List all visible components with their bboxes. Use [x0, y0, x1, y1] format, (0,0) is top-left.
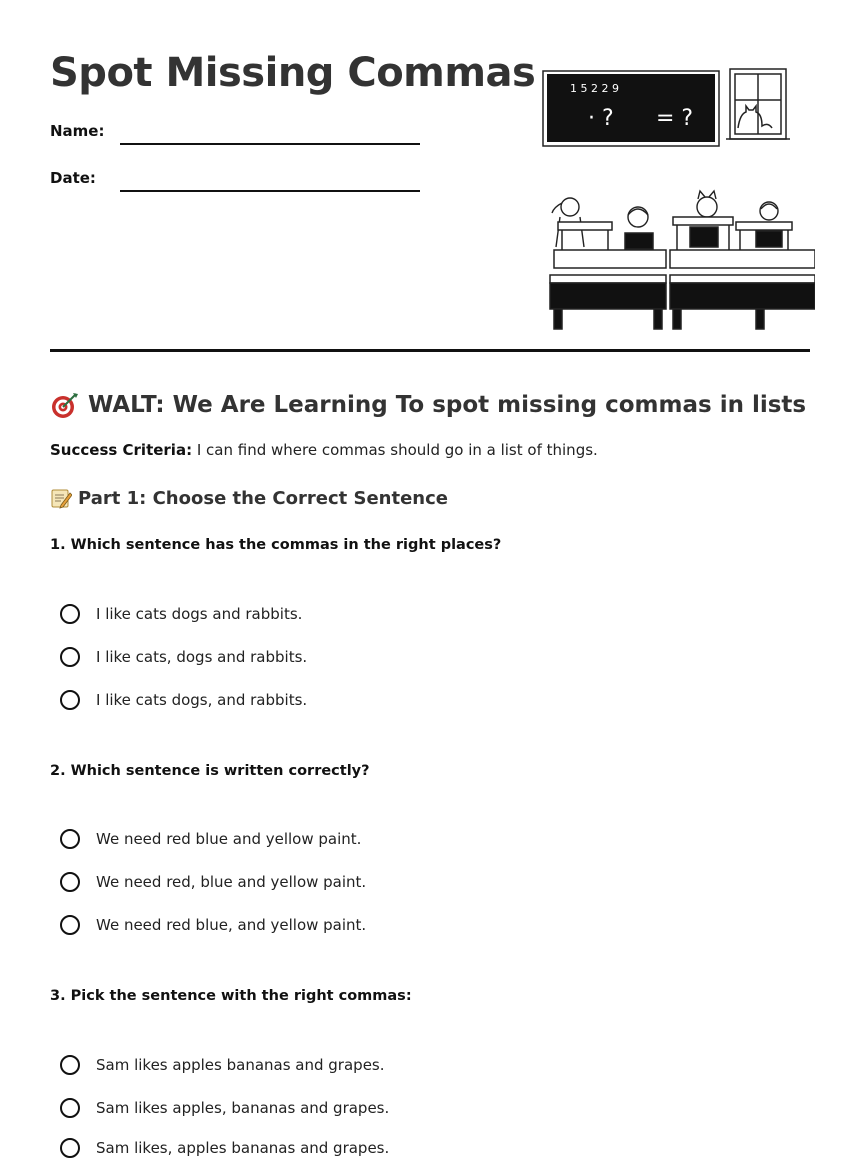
walt-heading-text: WALT: We Are Learning To spot missing commas in lists: [88, 392, 807, 418]
radio-button[interactable]: [60, 829, 80, 849]
radio-button[interactable]: [60, 872, 80, 892]
date-label: Date:: [50, 169, 96, 187]
chalkboard: [543, 71, 719, 146]
students: [552, 191, 778, 247]
back-desks: [550, 250, 815, 329]
date-field[interactable]: [120, 190, 420, 192]
name-field[interactable]: [120, 143, 420, 145]
question-2: 2. Which sentence is written correctly?: [50, 763, 370, 779]
radio-button[interactable]: [60, 915, 80, 935]
radio-button[interactable]: [60, 1138, 80, 1158]
target-icon: [50, 390, 80, 420]
question-1: 1. Which sentence has the commas in the right places?: [50, 537, 502, 553]
question-2-option-c[interactable]: [60, 913, 366, 937]
question-3-option-c[interactable]: [60, 1136, 389, 1160]
radio-button[interactable]: [60, 647, 80, 667]
option-text: I like cats dogs and rabbits.: [96, 605, 303, 623]
question-1-option-a[interactable]: [60, 602, 302, 626]
radio-button[interactable]: [60, 604, 80, 624]
option-text: Sam likes apples, bananas and grapes.: [96, 1099, 390, 1117]
part1-heading: [50, 487, 448, 509]
question-1-option-b[interactable]: [60, 645, 307, 669]
memo-icon: [50, 487, 72, 509]
option-text: We need red blue, and yellow paint.: [96, 916, 367, 934]
front-desks: [558, 217, 792, 250]
option-text: We need red, blue and yellow paint.: [96, 873, 367, 891]
question-1-option-c[interactable]: [60, 688, 307, 712]
question-3: 3. Pick the sentence with the right commas:: [50, 988, 412, 1004]
page-title: Spot Missing Commas: [50, 50, 536, 96]
option-text: We need red blue and yellow paint.: [96, 830, 362, 848]
option-text: I like cats dogs, and rabbits.: [96, 691, 308, 709]
walt-heading: [50, 390, 806, 420]
option-text: Sam likes, apples bananas and grapes.: [96, 1139, 390, 1157]
header-divider: [50, 349, 810, 352]
option-text: Sam likes apples bananas and grapes.: [96, 1056, 385, 1074]
radio-button[interactable]: [60, 1098, 80, 1118]
classroom-illustration: [540, 65, 815, 335]
option-text: I like cats, dogs and rabbits.: [96, 648, 308, 666]
question-2-option-b[interactable]: [60, 870, 366, 894]
chalkboard-left: · ?: [588, 106, 614, 131]
question-3-option-b[interactable]: [60, 1096, 389, 1120]
chalkboard-right: = ?: [656, 106, 694, 131]
question-2-option-a[interactable]: [60, 827, 361, 851]
part1-heading-text: Part 1: Choose the Correct Sentence: [78, 487, 449, 509]
radio-button[interactable]: [60, 1055, 80, 1075]
question-3-option-a[interactable]: [60, 1053, 385, 1077]
success-criteria: [50, 441, 598, 459]
radio-button[interactable]: [60, 690, 80, 710]
window: [726, 69, 790, 139]
chalkboard-numbers: 1 5 2 2 9: [570, 82, 619, 95]
name-label: Name:: [50, 122, 105, 140]
success-criteria-text: I can find where commas should go in a list of things.: [196, 441, 598, 459]
success-criteria-label: Success Criteria:: [50, 441, 193, 459]
